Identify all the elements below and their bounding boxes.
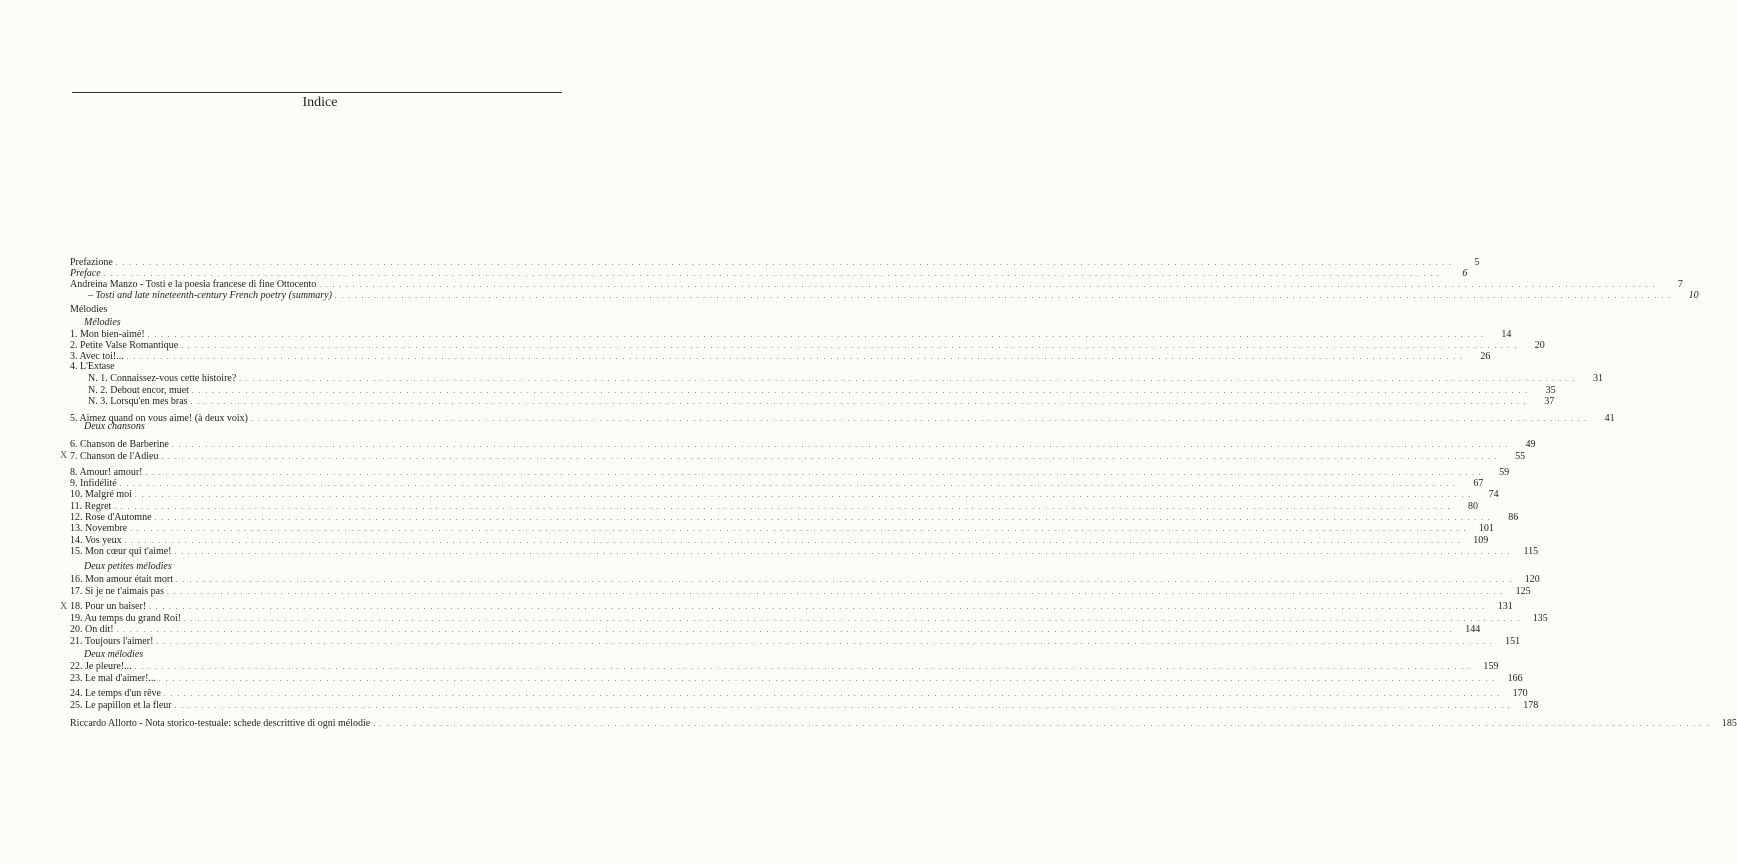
entry-page-number: 135 bbox=[1532, 613, 1548, 624]
dot-leader: . . . . . . . . . . . . . . . . . . . . . . . . . . . . . . . . . . . . . . . . . . . . . . . . . . . . . . . . . . . . . . . . . . . . . . . . . . . . . . . . . . . . . . . . . . . . . . . . . . . . . . . . . . . . . . . . . . . . . . . . . . . . . . . . . . . . . . . . . . . . . . . . . . . . . . . . . . . . . . . . . . . . . . . . . . . . . . . . . . . . . . . . . . . . . . . . . . . . . . . . bbox=[134, 663, 1472, 671]
dot-leader: . . . . . . . . . . . . . . . . . . . . . . . . . . . . . . . . . . . . . . . . . . . . . . . . . . . . . . . . . . . . . . . . . . . . . . . . . . . . . . . . . . . . . . . . . . . . . . . . . . . . . . . . . . . . . . . . . . . . . . . . . . . . . . . . . . . . . . . . . . . . . . . . . . . . . . . . . . . . . . . . . . . . . . . . . . . . . . . . . . . . . . . . . . . . . . . . . . . . . . . . bbox=[134, 491, 1472, 499]
entry-page-number: 185 bbox=[1721, 718, 1737, 729]
entry-title: 22. Je pleure!... bbox=[70, 661, 132, 672]
entry-page-number: 37 bbox=[1544, 396, 1555, 407]
index-entry bbox=[70, 586, 1531, 598]
dot-leader: . . . . . . . . . . . . . . . . . . . . . . . . . . . . . . . . . . . . . . . . . . . . . . . . . . . . . . . . . . . . . . . . . . . . . . . . . . . . . . . . . . . . . . . . . . . . . . . . . . . . . . . . . . . . . . . . . . . . . . . . . . . . . . . . . . . . . . . . . . . . . . . . . . . . . . . . . . . . . . . . . . . . . . . . . . . . . . . . . . . . . . . . . . . . . . . . . . . . . . . . bbox=[239, 375, 1576, 383]
dot-leader: . . . . . . . . . . . . . . . . . . . . . . . . . . . . . . . . . . . . . . . . . . . . . . . . . . . . . . . . . . . . . . . . . . . . . . . . . . . . . . . . . . . . . . . . . . . . . . . . . . . . . . . . . . . . . . . . . . . . . . . . . . . . . . . . . . . . . . . . . . . . . . . . . . . . . . . . . . . . . . . . . . . . . . . . . . . . . . . . . . . . . . . . . . . . . . . . . . . . . . . . bbox=[116, 626, 1454, 634]
index-entry bbox=[70, 624, 1481, 636]
dot-leader: . . . . . . . . . . . . . . . . . . . . . . . . . . . . . . . . . . . . . . . . . . . . . . . . . . . . . . . . . . . . . . . . . . . . . . . . . . . . . . . . . . . . . . . . . . . . . . . . . . . . . . . . . . . . . . . . . . . . . . . . . . . . . . . . . . . . . . . . . . . . . . . . . . . . . . . . . . . . . . . . . . . . . . . . . . . . . . . . . . . . . . . . . . . . . . . . . . . . . . . . bbox=[115, 259, 1453, 267]
index-entry bbox=[70, 673, 1523, 685]
entry-title: 24. Le temps d'un rêve bbox=[70, 688, 161, 699]
margin-mark-item18: X bbox=[60, 601, 68, 612]
dot-leader: . . . . . . . . . . . . . . . . . . . . . . . . . . . . . . . . . . . . . . . . . . . . . . . . . . . . . . . . . . . . . . . . . . . . . . . . . . . . . . . . . . . . . . . . . . . . . . . . . . . . . . . . . . . . . . . . . . . . . . . . . . . . . . . . . . . . . . . . . . . . . . . . . . . . . . . . . . . . . . . . . . . . . . . . . . . . . . . . . . . . . . . . . . . . . . . . . . . . . . . . bbox=[190, 398, 1528, 406]
dot-leader: . . . . . . . . . . . . . . . . . . . . . . . . . . . . . . . . . . . . . . . . . . . . . . . . . . . . . . . . . . . . . . . . . . . . . . . . . . . . . . . . . . . . . . . . . . . . . . . . . . . . . . . . . . . . . . . . . . . . . . . . . . . . . . . . . . . . . . . . . . . . . . . . . . . . . . . . . . . . . . . . . . . . . . . . . . . . . . . . . . . . . . . . . . . . . . . . . . . . . . . . bbox=[124, 537, 1462, 545]
entry-title: 21. Toujours l'aimer! bbox=[70, 636, 154, 647]
entry-title: 18. Pour un baiser! bbox=[70, 601, 147, 612]
melodies-heading: Mélodies bbox=[70, 304, 108, 315]
entry-page-number: 10 bbox=[1688, 290, 1699, 301]
entry-page-number: 115 bbox=[1523, 546, 1539, 557]
top-rule bbox=[72, 92, 562, 93]
dot-leader: . . . . . . . . . . . . . . . . . . . . . . . . . . . . . . . . . . . . . . . . . . . . . . . . . . . . . . . . . . . . . . . . . . . . . . . . . . . . . . . . . . . . . . . . . . . . . . . . . . . . . . . . . . . . . . . . . . . . . . . . . . . . . . . . . . . . . . . . . . . . . . . . . . . . . . . . . . . . . . . . . . . . . . . . . . . . . . . . . . . . . . . . . . . . . . . . . . . . . . . . bbox=[163, 690, 1501, 698]
index-entry bbox=[70, 601, 1513, 613]
index-entry bbox=[70, 290, 1699, 302]
entry-page-number: 31 bbox=[1592, 373, 1603, 384]
entry-title: 17. Si je ne t'aimais pas bbox=[70, 586, 165, 597]
entry-title: 8. Amour! amour! bbox=[70, 467, 143, 478]
section-title-deux-melodies: Deux mélodies bbox=[84, 649, 144, 660]
entry-page-number: 144 bbox=[1465, 624, 1481, 635]
entry-page-number: 109 bbox=[1473, 535, 1489, 546]
dot-leader: . . . . . . . . . . . . . . . . . . . . . . . . . . . . . . . . . . . . . . . . . . . . . . . . . . . . . . . . . . . . . . . . . . . . . . . . . . . . . . . . . . . . . . . . . . . . . . . . . . . . . . . . . . . . . . . . . . . . . . . . . . . . . . . . . . . . . . . . . . . . . . . . . . . . . . . . . . . . . . . . . . . . . . . . . . . . . . . . . . . . . . . . . . . . . . . . . . . . . . . . bbox=[149, 603, 1486, 611]
entry-title: N. 3. Lorsqu'en mes bras bbox=[88, 396, 188, 407]
margin-mark-item7: X bbox=[60, 450, 68, 461]
dot-leader: . . . . . . . . . . . . . . . . . . . . . . . . . . . . . . . . . . . . . . . . . . . . . . . . . . . . . . . . . . . . . . . . . . . . . . . . . . . . . . . . . . . . . . . . . . . . . . . . . . . . . . . . . . . . . . . . . . . . . . . . . . . . . . . . . . . . . . . . . . . . . . . . . . . . . . . . . . . . . . . . . . . . . . . . . . . . . . . . . . . . . . . . . . . . . . . . . . . . . . . . bbox=[174, 702, 1512, 710]
dot-leader: . . . . . . . . . . . . . . . . . . . . . . . . . . . . . . . . . . . . . . . . . . . . . . . . . . . . . . . . . . . . . . . . . . . . . . . . . . . . . . . . . . . . . . . . . . . . . . . . . . . . . . . . . . . . . . . . . . . . . . . . . . . . . . . . . . . . . . . . . . . . . . . . . . . . . . . . . . . . . . . . . . . . . . . . . . . . . . . . . . . . . . . . . . . . . . . . . . . . . . . . bbox=[167, 588, 1504, 596]
index-entry bbox=[70, 636, 1521, 648]
index-entry bbox=[70, 688, 1528, 700]
index-entry bbox=[70, 439, 1536, 451]
entry-title: Andreina Manzo - Tosti e la poesia francese di fine Ottocento bbox=[70, 279, 317, 290]
entry-title: Riccardo Allorto - Nota storico-testuale: schede descrittive di ogni mélodie bbox=[70, 718, 371, 729]
dot-leader: . . . . . . . . . . . . . . . . . . . . . . . . . . . . . . . . . . . . . . . . . . . . . . . . . . . . . . . . . . . . . . . . . . . . . . . . . . . . . . . . . . . . . . . . . . . . . . . . . . . . . . . . . . . . . . . . . . . . . . . . . . . . . . . . . . . . . . . . . . . . . . . . . . . . . . . . . . . . . . . . . . . . . . . . . . . . . . . . . . . . . . . . . . . . . . . . . . . . . . . . bbox=[171, 441, 1509, 449]
dot-leader: . . . . . . . . . . . . . . . . . . . . . . . . . . . . . . . . . . . . . . . . . . . . . . . . . . . . . . . . . . . . . . . . . . . . . . . . . . . . . . . . . . . . . . . . . . . . . . . . . . . . . . . . . . . . . . . . . . . . . . . . . . . . . . . . . . . . . . . . . . . . . . . . . . . . . . . . . . . . . . . . . . . . . . . . . . . . . . . . . . . . . . . . . . . . . . . . . . . . . . . . bbox=[161, 453, 1499, 461]
entry-title: 11. Regret bbox=[70, 501, 112, 512]
entry-title: N. 1. Connaissez-vous cette histoire? bbox=[88, 373, 237, 384]
entry-page-number: 49 bbox=[1525, 439, 1536, 450]
entry-title: 10. Malgré moi bbox=[70, 489, 132, 500]
entry-page-number: 7 bbox=[1677, 279, 1683, 290]
entry-page-number: 14 bbox=[1501, 329, 1512, 340]
entry-page-number: 178 bbox=[1523, 700, 1539, 711]
entry-page-number: 59 bbox=[1499, 467, 1510, 478]
dot-leader: . . . . . . . . . . . . . . . . . . . . . . . . . . . . . . . . . . . . . . . . . . . . . . . . . . . . . . . . . . . . . . . . . . . . . . . . . . . . . . . . . . . . . . . . . . . . . . . . . . . . . . . . . . . . . . . . . . . . . . . . . . . . . . . . . . . . . . . . . . . . . . . . . . . . . . . . . . . . . . . . . . . . . . . . . . . . . . . . . . . . . . . . . . . . . . . . . . . . . . . . bbox=[158, 675, 1496, 683]
entry-title: 3. Avec toi!... bbox=[70, 351, 124, 362]
entry-title: 9. Infidélité bbox=[70, 478, 117, 489]
extase-heading: 4. L'Extase bbox=[70, 361, 115, 372]
entry-page-number: 159 bbox=[1483, 661, 1499, 672]
index-entry bbox=[70, 574, 1540, 586]
entry-page-number: 55 bbox=[1515, 451, 1526, 462]
entry-title: 13. Novembre bbox=[70, 523, 128, 534]
dot-leader: . . . . . . . . . . . . . . . . . . . . . . . . . . . . . . . . . . . . . . . . . . . . . . . . . . . . . . . . . . . . . . . . . . . . . . . . . . . . . . . . . . . . . . . . . . . . . . . . . . . . . . . . . . . . . . . . . . . . . . . . . . . . . . . . . . . . . . . . . . . . . . . . . . . . . . . . . . . . . . . . . . . . . . . . . . . . . . . . . . . . . . . . . . . . . . . . . . . . . . . . bbox=[119, 480, 1457, 488]
entry-title: Preface bbox=[70, 268, 101, 279]
index-entry bbox=[70, 489, 1499, 501]
entry-page-number: 166 bbox=[1507, 673, 1523, 684]
entry-title: Prefazione bbox=[70, 257, 113, 268]
entry-page-number: 101 bbox=[1478, 523, 1494, 534]
dot-leader: . . . . . . . . . . . . . . . . . . . . . . . . . . . . . . . . . . . . . . . . . . . . . . . . . . . . . . . . . . . . . . . . . . . . . . . . . . . . . . . . . . . . . . . . . . . . . . . . . . . . . . . . . . . . . . . . . . . . . . . . . . . . . . . . . . . . . . . . . . . . . . . . . . . . . . . . . . . . . . . . . . . . . . . . . . . . . . . . . . . . . . . . . . . . . . . . . . . . . . . . bbox=[147, 331, 1485, 339]
dot-leader: . . . . . . . . . . . . . . . . . . . . . . . . . . . . . . . . . . . . . . . . . . . . . . . . . . . . . . . . . . . . . . . . . . . . . . . . . . . . . . . . . . . . . . . . . . . . . . . . . . . . . . . . . . . . . . . . . . . . . . . . . . . . . . . . . . . . . . . . . . . . . . . . . . . . . . . . . . . . . . . . . . . . . . . . . . . . . . . . . . . . . . . . . . . . . . . . . . . . . . . . bbox=[154, 514, 1492, 522]
entry-title: N. 2. Debout encor, muet bbox=[88, 385, 189, 396]
entry-page-number: 74 bbox=[1488, 489, 1499, 500]
entry-title: 12. Rose d'Automne bbox=[70, 512, 152, 523]
section-title-deux-chansons: Deux chansons bbox=[84, 421, 145, 432]
dot-leader: . . . . . . . . . . . . . . . . . . . . . . . . . . . . . . . . . . . . . . . . . . . . . . . . . . . . . . . . . . . . . . . . . . . . . . . . . . . . . . . . . . . . . . . . . . . . . . . . . . . . . . . . . . . . . . . . . . . . . . . . . . . . . . . . . . . . . . . . . . . . . . . . . . . . . . . . . . . . . . . . . . . . . . . . . . . . . . . . . . . . . . . . . . . . . . . . . . . . . . . . bbox=[174, 548, 1512, 556]
entry-page-number: 67 bbox=[1473, 478, 1484, 489]
entry-title: 20. On dit! bbox=[70, 624, 114, 635]
dot-leader: . . . . . . . . . . . . . . . . . . . . . . . . . . . . . . . . . . . . . . . . . . . . . . . . . . . . . . . . . . . . . . . . . . . . . . . . . . . . . . . . . . . . . . . . . . . . . . . . . . . . . . . . . . . . . . . . . . . . . . . . . . . . . . . . . . . . . . . . . . . . . . . . . . . . . . . . . . . . . . . . . . . . . . . . . . . . . . . . . . . . . . . . . . . . . . . . . . . . . . . . bbox=[373, 720, 1710, 728]
dot-leader: . . . . . . . . . . . . . . . . . . . . . . . . . . . . . . . . . . . . . . . . . . . . . . . . . . . . . . . . . . . . . . . . . . . . . . . . . . . . . . . . . . . . . . . . . . . . . . . . . . . . . . . . . . . . . . . . . . . . . . . . . . . . . . . . . . . . . . . . . . . . . . . . . . . . . . . . . . . . . . . . . . . . . . . . . . . . . . . . . . . . . . . . . . . . . . . . . . . . . . . . bbox=[130, 525, 1467, 533]
entry-page-number: 26 bbox=[1480, 351, 1491, 362]
entry-page-number: 35 bbox=[1545, 385, 1556, 396]
index-entry bbox=[70, 700, 1539, 712]
index-entry bbox=[70, 396, 1555, 408]
index-entry bbox=[70, 718, 1737, 730]
entry-page-number: 131 bbox=[1497, 601, 1513, 612]
dot-leader: . . . . . . . . . . . . . . . . . . . . . . . . . . . . . . . . . . . . . . . . . . . . . . . . . . . . . . . . . . . . . . . . . . . . . . . . . . . . . . . . . . . . . . . . . . . . . . . . . . . . . . . . . . . . . . . . . . . . . . . . . . . . . . . . . . . . . . . . . . . . . . . . . . . . . . . . . . . . . . . . . . . . . . . . . . . . . . . . . . . . . . . . . . . . . . . . . . . . . . . . bbox=[156, 638, 1494, 646]
dot-leader: . . . . . . . . . . . . . . . . . . . . . . . . . . . . . . . . . . . . . . . . . . . . . . . . . . . . . . . . . . . . . . . . . . . . . . . . . . . . . . . . . . . . . . . . . . . . . . . . . . . . . . . . . . . . . . . . . . . . . . . . . . . . . . . . . . . . . . . . . . . . . . . . . . . . . . . . . . . . . . . . . . . . . . . . . . . . . . . . . . . . . . . . . . . . . . . . . . . . . . . . bbox=[176, 576, 1513, 584]
entry-title: 25. Le papillon et la fleur bbox=[70, 700, 172, 711]
dot-leader: . . . . . . . . . . . . . . . . . . . . . . . . . . . . . . . . . . . . . . . . . . . . . . . . . . . . . . . . . . . . . . . . . . . . . . . . . . . . . . . . . . . . . . . . . . . . . . . . . . . . . . . . . . . . . . . . . . . . . . . . . . . . . . . . . . . . . . . . . . . . . . . . . . . . . . . . . . . . . . . . . . . . . . . . . . . . . . . . . . . . . . . . . . . . . . . . . . . . . . . . bbox=[184, 615, 1521, 623]
entry-page-number: 170 bbox=[1512, 688, 1528, 699]
dot-leader: . . . . . . . . . . . . . . . . . . . . . . . . . . . . . . . . . . . . . . . . . . . . . . . . . . . . . . . . . . . . . . . . . . . . . . . . . . . . . . . . . . . . . . . . . . . . . . . . . . . . . . . . . . . . . . . . . . . . . . . . . . . . . . . . . . . . . . . . . . . . . . . . . . . . . . . . . . . . . . . . . . . . . . . . . . . . . . . . . . . . . . . . . . . . . . . . . . . . . . . . bbox=[126, 353, 1464, 361]
dot-leader: . . . . . . . . . . . . . . . . . . . . . . . . . . . . . . . . . . . . . . . . . . . . . . . . . . . . . . . . . . . . . . . . . . . . . . . . . . . . . . . . . . . . . . . . . . . . . . . . . . . . . . . . . . . . . . . . . . . . . . . . . . . . . . . . . . . . . . . . . . . . . . . . . . . . . . . . . . . . . . . . . . . . . . . . . . . . . . . . . . . . . . . . . . . . . . . . . . . . . . . . bbox=[103, 270, 1441, 278]
dot-leader: . . . . . . . . . . . . . . . . . . . . . . . . . . . . . . . . . . . . . . . . . . . . . . . . . . . . . . . . . . . . . . . . . . . . . . . . . . . . . . . . . . . . . . . . . . . . . . . . . . . . . . . . . . . . . . . . . . . . . . . . . . . . . . . . . . . . . . . . . . . . . . . . . . . . . . . . . . . . . . . . . . . . . . . . . . . . . . . . . . . . . . . . . . . . . . . . . . . . . . . . bbox=[181, 342, 1518, 350]
index-entry bbox=[70, 351, 1491, 363]
entry-title: 14. Vos yeux bbox=[70, 535, 122, 546]
section-title-melodies: Mélodies bbox=[84, 317, 121, 328]
entry-page-number: 151 bbox=[1505, 636, 1521, 647]
entry-page-number: 5 bbox=[1474, 257, 1480, 268]
entry-title: 1. Mon bien-aimé! bbox=[70, 329, 145, 340]
dot-leader: . . . . . . . . . . . . . . . . . . . . . . . . . . . . . . . . . . . . . . . . . . . . . . . . . . . . . . . . . . . . . . . . . . . . . . . . . . . . . . . . . . . . . . . . . . . . . . . . . . . . . . . . . . . . . . . . . . . . . . . . . . . . . . . . . . . . . . . . . . . . . . . . . . . . . . . . . . . . . . . . . . . . . . . . . . . . . . . . . . . . . . . . . . . . . . . . . . . . . . . . bbox=[114, 503, 1451, 511]
entry-page-number: 120 bbox=[1524, 574, 1540, 585]
entry-title: – Tosti and late nineteenth-century French poetry (summary) bbox=[88, 290, 332, 301]
index-entry bbox=[70, 523, 1494, 535]
dot-leader: . . . . . . . . . . . . . . . . . . . . . . . . . . . . . . . . . . . . . . . . . . . . . . . . . . . . . . . . . . . . . . . . . . . . . . . . . . . . . . . . . . . . . . . . . . . . . . . . . . . . . . . . . . . . . . . . . . . . . . . . . . . . . . . . . . . . . . . . . . . . . . . . . . . . . . . . . . . . . . . . . . . . . . . . . . . . . . . . . . . . . . . . . . . . . . . . . . . . . . . . bbox=[191, 387, 1529, 395]
entry-page-number: 80 bbox=[1467, 501, 1478, 512]
page-title: Indice bbox=[302, 95, 338, 110]
index-entry bbox=[70, 451, 1526, 463]
entry-title: 5. Aimez quand on vous aime! (à deux voix) bbox=[70, 413, 249, 424]
section-title-deux-petites-melodies: Deux petites mélodies bbox=[84, 561, 172, 572]
entry-title: 15. Mon cœur qui t'aime! bbox=[70, 546, 172, 557]
index-entry bbox=[70, 546, 1539, 558]
entry-page-number: 125 bbox=[1515, 586, 1531, 597]
entry-title: 2. Petite Valse Romantique bbox=[70, 340, 179, 351]
entry-page-number: 41 bbox=[1604, 413, 1615, 424]
entry-title: 6. Chanson de Barberine bbox=[70, 439, 169, 450]
dot-leader: . . . . . . . . . . . . . . . . . . . . . . . . . . . . . . . . . . . . . . . . . . . . . . . . . . . . . . . . . . . . . . . . . . . . . . . . . . . . . . . . . . . . . . . . . . . . . . . . . . . . . . . . . . . . . . . . . . . . . . . . . . . . . . . . . . . . . . . . . . . . . . . . . . . . . . . . . . . . . . . . . . . . . . . . . . . . . . . . . . . . . . . . . . . . . . . . . . . . . . . . bbox=[334, 292, 1672, 300]
index-entry bbox=[70, 373, 1603, 385]
entry-title: 7. Chanson de l'Adieu bbox=[70, 451, 159, 462]
dot-leader: . . . . . . . . . . . . . . . . . . . . . . . . . . . . . . . . . . . . . . . . . . . . . . . . . . . . . . . . . . . . . . . . . . . . . . . . . . . . . . . . . . . . . . . . . . . . . . . . . . . . . . . . . . . . . . . . . . . . . . . . . . . . . . . . . . . . . . . . . . . . . . . . . . . . . . . . . . . . . . . . . . . . . . . . . . . . . . . . . . . . . . . . . . . . . . . . . . . . . . . . bbox=[251, 415, 1588, 423]
index-entry bbox=[70, 661, 1499, 673]
entry-title: 19. Au temps du grand Roi! bbox=[70, 613, 182, 624]
entry-title: 16. Mon amour était mort bbox=[70, 574, 174, 585]
dot-leader: . . . . . . . . . . . . . . . . . . . . . . . . . . . . . . . . . . . . . . . . . . . . . . . . . . . . . . . . . . . . . . . . . . . . . . . . . . . . . . . . . . . . . . . . . . . . . . . . . . . . . . . . . . . . . . . . . . . . . . . . . . . . . . . . . . . . . . . . . . . . . . . . . . . . . . . . . . . . . . . . . . . . . . . . . . . . . . . . . . . . . . . . . . . . . . . . . . . . . . . . bbox=[145, 469, 1483, 477]
entry-title: 23. Le mal d'aimer!... bbox=[70, 673, 156, 684]
entry-page-number: 6 bbox=[1462, 268, 1468, 279]
dot-leader: . . . . . . . . . . . . . . . . . . . . . . . . . . . . . . . . . . . . . . . . . . . . . . . . . . . . . . . . . . . . . . . . . . . . . . . . . . . . . . . . . . . . . . . . . . . . . . . . . . . . . . . . . . . . . . . . . . . . . . . . . . . . . . . . . . . . . . . . . . . . . . . . . . . . . . . . . . . . . . . . . . . . . . . . . . . . . . . . . . . . . . . . . . . . . . . . . . . . . . . . bbox=[319, 281, 1656, 289]
entry-page-number: 86 bbox=[1508, 512, 1519, 523]
entry-page-number: 20 bbox=[1534, 340, 1545, 351]
